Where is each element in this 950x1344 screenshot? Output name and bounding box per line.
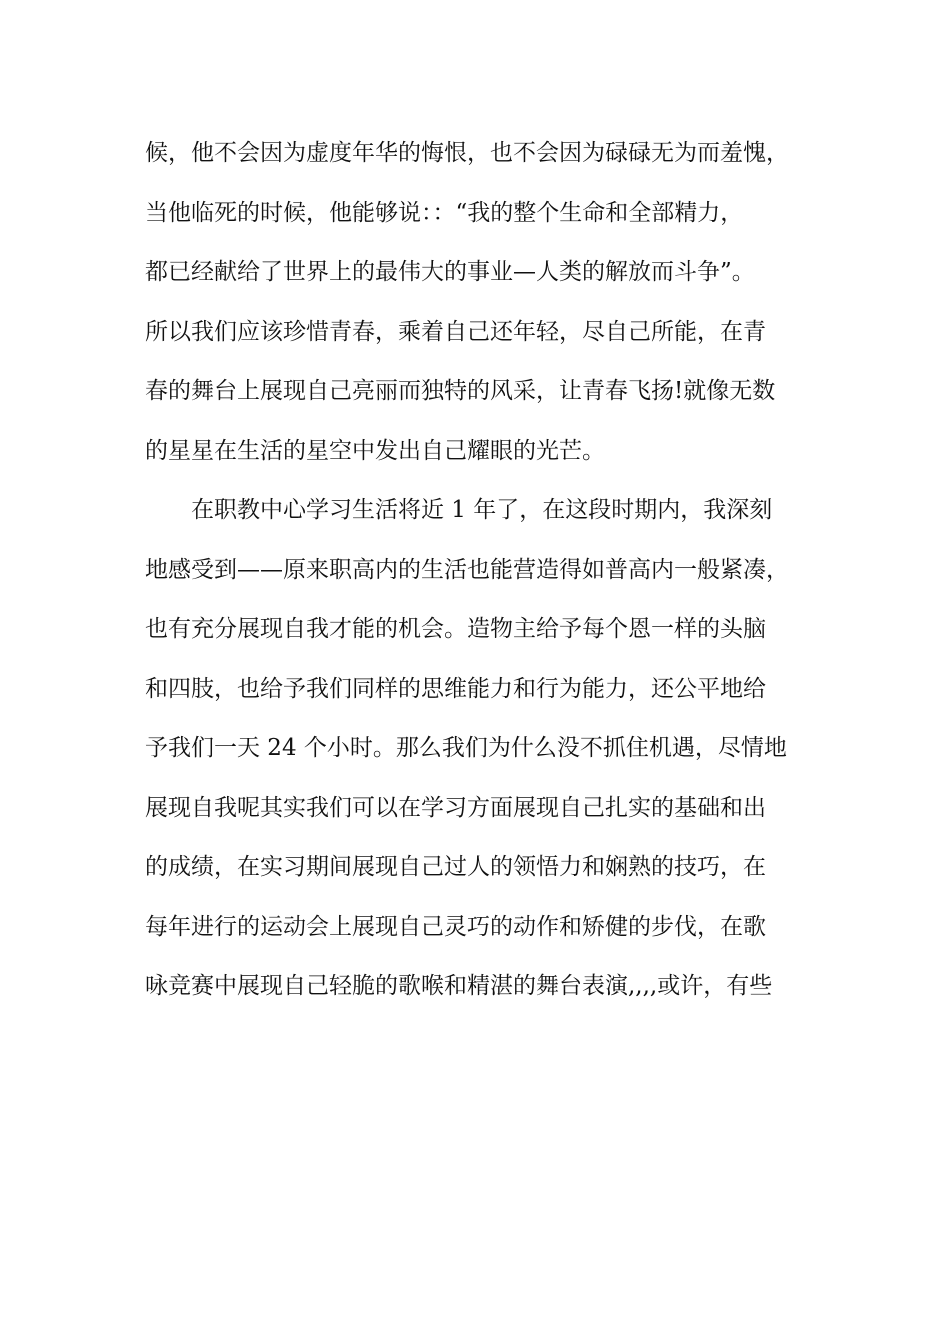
text-line: 咏竞赛中展现自己轻脆的歌喉和精湛的舞台表演,,,,或许，有些 — [145, 973, 773, 999]
text-line: 每年进行的运动会上展现自己灵巧的动作和矫健的步伐，在歌 — [145, 913, 766, 940]
text-line: 和四肢，也给予我们同样的思维能力和行为能力，还公平地给 — [145, 675, 766, 702]
text-line: 候，他不会因为虚度年华的悔恨，也不会因为碌碌无为而羞愧， — [145, 140, 789, 166]
text-line: 也有充分展现自我才能的机会。造物主给予每个恩一样的头脑 — [145, 616, 766, 642]
text-line: 都已经献给了世界上的最伟大的事业—人类的解放而斗争”。 — [145, 259, 755, 285]
text-line: 春的舞台上展现自己亮丽而独特的风采，让青春飞扬!就像无数 — [145, 378, 776, 404]
text-line: 在职教中心学习生活将近 1 年了，在这段时期内，我深刻 — [145, 497, 773, 523]
text-line: 的成绩，在实习期间展现自己过人的领悟力和娴熟的技巧，在 — [145, 854, 766, 880]
text-line: 所以我们应该珍惜青春，乘着自己还年轻，尽自己所能，在青 — [145, 318, 766, 345]
text-line: 予我们一天 24 个小时。那么我们为什么没不抓住机遇，尽情地 — [145, 735, 787, 761]
text-line: 地感受到——原来职高内的生活也能营造得如普高内一般紧凑， — [145, 556, 789, 583]
text-line: 展现自我呢其实我们可以在学习方面展现自己扎实的基础和出 — [145, 794, 766, 821]
text-line: 的星星在生活的星空中发出自己耀眼的光芒。 — [145, 437, 605, 464]
body-text — [145, 124, 825, 1017]
text-line: 当他临死的时候，他能够说：：“我的整个生命和全部精力， — [145, 199, 744, 226]
